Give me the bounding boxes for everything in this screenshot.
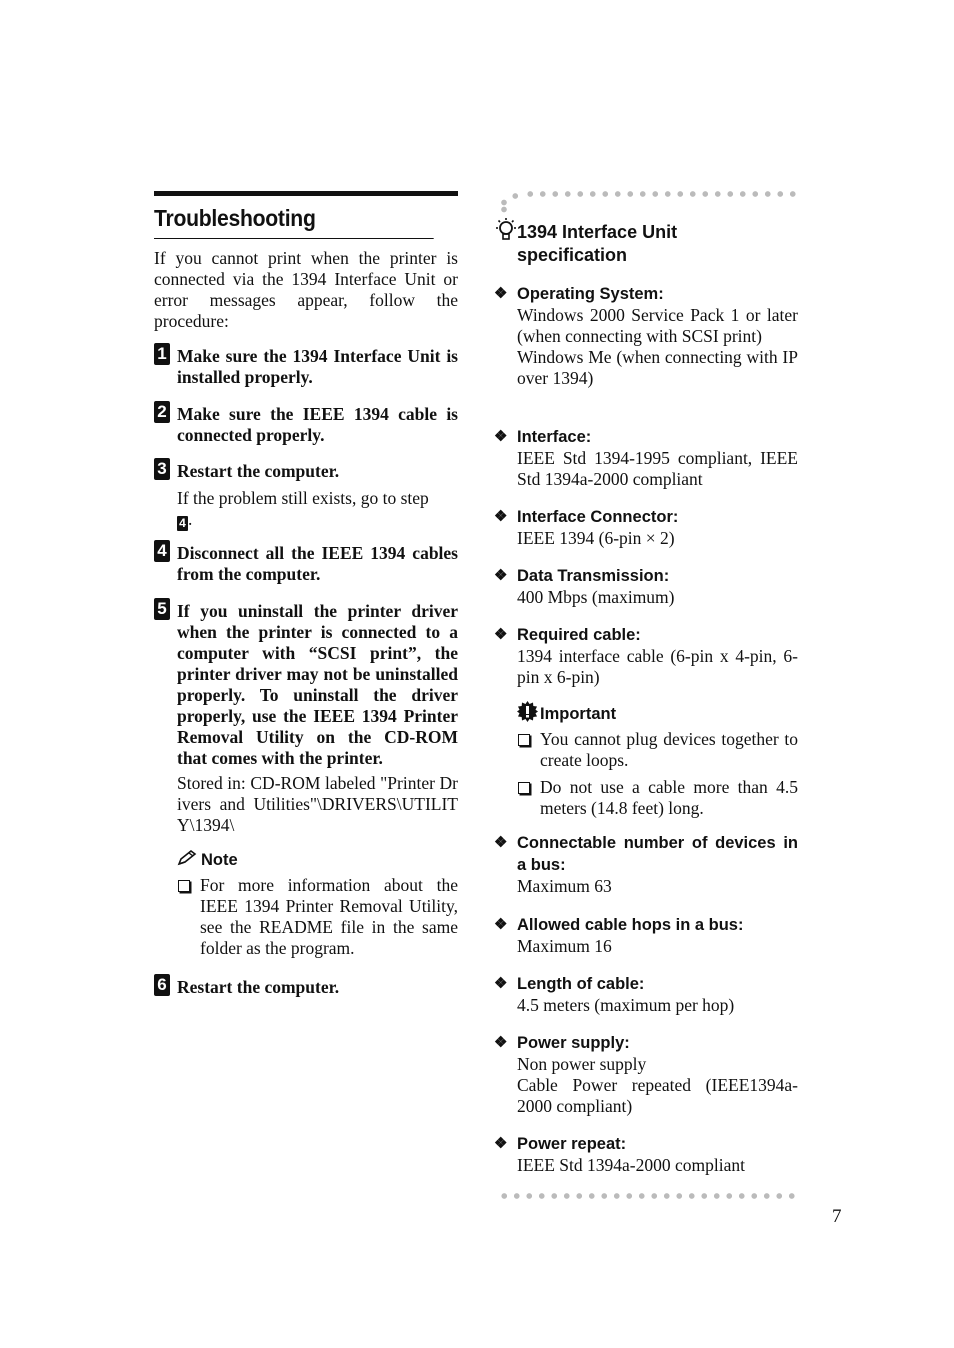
step-number: 6	[154, 974, 170, 996]
section-top-rule	[154, 191, 458, 196]
spec-power-repeat	[494, 1133, 798, 1176]
dotted-border-corner	[498, 199, 510, 213]
step-text: Restart the computer.	[177, 461, 340, 481]
important-heading	[517, 701, 798, 727]
spec-operating-system	[494, 283, 798, 389]
section-title: Troubleshooting	[154, 205, 434, 239]
step-body: Stored in: CD-ROM labeled "Printer Drivers and Utilities"\DRIVERS\UTILITY\1394\	[177, 773, 458, 835]
spec-value: IEEE Std 1394a-2000 compliant	[517, 1155, 745, 1175]
important-item	[517, 777, 798, 819]
diamond-bullet-icon: ❖	[494, 626, 508, 643]
spec-label	[494, 283, 798, 305]
spec-interface	[494, 426, 798, 490]
spec-label-text: Required cable:	[517, 626, 641, 644]
spec-cable-hops	[494, 914, 798, 957]
diamond-bullet-icon: ❖	[494, 916, 508, 933]
spec-label	[494, 832, 798, 876]
step-body-text: If the problem still exists, go to step	[177, 488, 429, 508]
spec-value: Maximum 63	[517, 876, 612, 896]
important-icon	[517, 701, 538, 727]
spec-label-text: Interface:	[517, 428, 592, 446]
spec-label	[494, 506, 798, 528]
step-text: Make sure the 1394 Interface Unit is installed properly.	[177, 346, 458, 387]
step-reference: 4	[177, 516, 188, 531]
spec-value: Non power supply	[517, 1054, 647, 1074]
diamond-bullet-icon: ❖	[494, 567, 508, 584]
diamond-bullet-icon: ❖	[494, 834, 508, 851]
spec-label	[494, 624, 798, 646]
important-label: Important	[540, 704, 617, 723]
spec-label	[494, 973, 798, 995]
step-text: Restart the computer.	[177, 977, 340, 997]
pencil-icon	[177, 850, 197, 871]
checkbox-bullet-icon	[518, 782, 530, 794]
spec-power-supply	[494, 1032, 798, 1117]
diamond-bullet-icon: ❖	[494, 975, 508, 992]
spec-label-text: Length of cable:	[517, 975, 645, 993]
spec-label-text: Connectable number of devices in a bus:	[517, 834, 798, 874]
diamond-bullet-icon: ❖	[494, 285, 508, 302]
spec-label	[494, 1032, 798, 1054]
note-label: Note	[201, 851, 238, 869]
spec-label-text: Operating System:	[517, 285, 664, 303]
spec-cable-length	[494, 973, 798, 1016]
intro-paragraph: If you cannot print when the printer is connected via the 1394 Interface Unit or error messages appear, follow the procedure:	[154, 248, 458, 331]
dotted-border-bottom	[498, 1192, 800, 1200]
spec-data-transmission	[494, 565, 798, 608]
diamond-bullet-icon: ❖	[494, 1135, 508, 1152]
spec-value: 400 Mbps (maximum)	[517, 587, 675, 607]
spec-value: 1394 interface cable (6-pin x 4-pin, 6-pin x 6-pin)	[517, 646, 798, 687]
spec-value: Maximum 16	[517, 936, 612, 956]
step-text: Make sure the IEEE 1394 cable is connected properly.	[177, 404, 458, 445]
page-number: 7	[832, 1206, 842, 1227]
step-text: If you uninstall the printer driver when the printer is connected to a computer with “SCSI print”, the printer driver may not be uninstalled properly. To uninstall the driver properly, use the IEEE 1394 Printer Removal Utility on the CD-ROM that comes with the printer.	[177, 601, 458, 768]
title-line-2: specification	[517, 245, 628, 265]
spec-label-text: Power repeat:	[517, 1135, 627, 1153]
diamond-bullet-icon: ❖	[494, 508, 508, 525]
lightbulb-icon	[494, 217, 518, 248]
important-item-text: You cannot plug devices together to create loops.	[540, 729, 798, 770]
spec-label-text: Data Transmission:	[517, 567, 670, 585]
checkbox-bullet-icon	[178, 880, 190, 892]
step-4	[154, 543, 458, 585]
step-text: Disconnect all the IEEE 1394 cables from the computer.	[177, 543, 458, 584]
step-1	[154, 346, 458, 388]
spec-label	[494, 914, 798, 936]
diamond-bullet-icon: ❖	[494, 428, 508, 445]
spec-value: 4.5 meters (maximum per hop)	[517, 995, 735, 1015]
spec-value: IEEE Std 1394-1995 compliant, IEEE Std 1394a-2000 compliant	[517, 448, 798, 489]
note-heading	[177, 850, 458, 871]
spec-value: Windows Me (when connecting with IP over 1394)	[517, 347, 798, 388]
dotted-border-corner-top	[509, 192, 523, 200]
troubleshooting-column	[154, 191, 458, 998]
spec-value: Windows 2000 Service Pack 1 or later (when connecting with SCSI print)	[517, 305, 798, 346]
step-body-end: .	[188, 509, 193, 529]
important-block	[517, 701, 798, 819]
note-item	[177, 875, 458, 959]
step-5	[154, 601, 458, 959]
step-number: 3	[154, 458, 170, 480]
title-line-1: 1394 Interface Unit	[517, 222, 678, 242]
spec-interface-connector	[494, 506, 798, 549]
spec-value: IEEE 1394 (6-pin × 2)	[517, 528, 675, 548]
step-number: 4	[154, 540, 170, 562]
step-body	[177, 488, 458, 531]
specification-title	[517, 221, 677, 267]
spec-label	[494, 1133, 798, 1155]
step-3	[154, 461, 458, 531]
checkbox-bullet-icon	[518, 734, 530, 746]
step-number: 2	[154, 401, 170, 423]
spec-label-text: Interface Connector:	[517, 508, 679, 526]
spec-required-cable	[494, 624, 798, 688]
spec-label	[494, 426, 798, 448]
spec-value: Cable Power repeated (IEEE1394a-2000 compliant)	[517, 1075, 798, 1116]
step-6	[154, 977, 458, 998]
dotted-border-top	[524, 190, 800, 198]
diamond-bullet-icon: ❖	[494, 1034, 508, 1051]
spec-label-text: Allowed cable hops in a bus:	[517, 916, 744, 934]
step-number: 1	[154, 343, 170, 365]
note-item-text: For more information about the IEEE 1394 Printer Removal Utility, see the README file in the same folder as the program.	[200, 875, 458, 958]
important-item	[517, 729, 798, 771]
important-item-text: Do not use a cable more than 4.5 meters (14.8 feet) long.	[540, 777, 798, 818]
spec-label-text: Power supply:	[517, 1034, 630, 1052]
spec-connectable-devices	[494, 832, 798, 897]
step-number: 5	[154, 598, 170, 620]
spec-label	[494, 565, 798, 587]
step-2	[154, 404, 458, 446]
